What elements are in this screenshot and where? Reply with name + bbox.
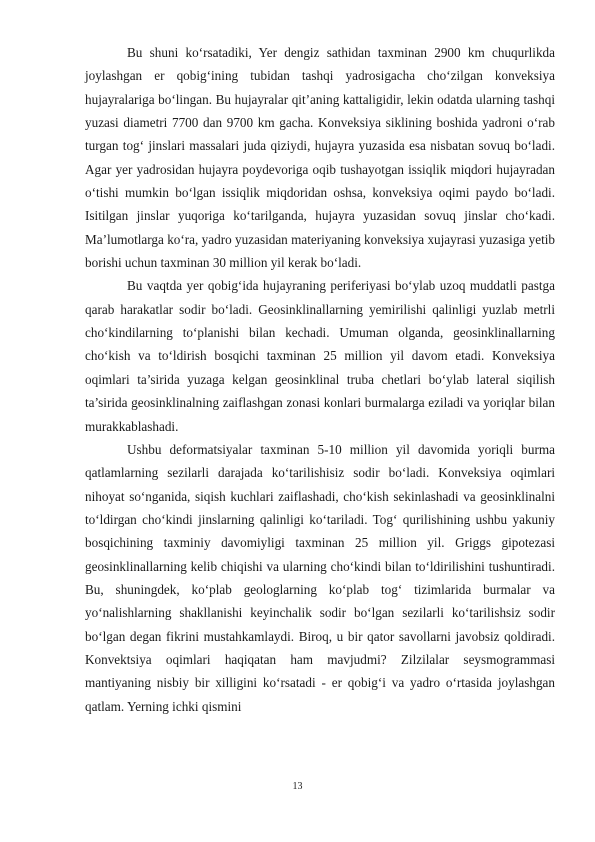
paragraph-2: Bu vaqtda yer qobig‘ida hujayraning periferiyasi bo‘ylab uzoq muddatli pastga qarab harakatlar sodir bo‘ladi. Geosinklinallarning yemirilishi qalinligi yuzlab metrli cho‘kindilarning to‘planishi bilan kechadi. Umuman olganda, geosinklinallarning cho‘kish va to‘ldirish bosqichi taxminan 25 million yil davom etadi. Konveksiya oqimlari ta’sirida yuzaga kelgan geosinklinal truba chetlari bo‘ylab lateral siqilish ta’sirida geosinklinalning zaiflashgan zonasi konlari burmalarga eziladi va yoriqlar bilan murakkablashadi.: [85, 278, 555, 434]
paragraph-3: Ushbu deformatsiyalar taxminan 5-10 million yil davomida yoriqli burma qatlamlarning sezilarli darajada ko‘tarilishisiz sodir bo‘ladi. Konveksiya oqimlari nihoyat so‘nganida, siqish kuchlari zaiflashadi, cho‘kish sekinlashadi va geosinklinalni to‘ldirgan cho‘kindi jinslarning qalinligi ko‘tariladi. Tog‘ qurilishining ushbu yakuniy bosqichining taxminiy davomiyligi taxminan 25 million yil. Griggs gipotezasi geosinklinallarning kelib chiqishi va ularning cho‘kindi bilan to‘ldirilishini tushuntiradi. Bu, shuningdek, ko‘plab geologlarning ko‘plab tog‘ tizimlarida burmalar va yo‘nalishlarning shakllanishi keyinchalik sodir bo‘lgan sezilarli ko‘tarilishsiz sodir bo‘lgan degan fikrini mustahkamlaydi. Biroq, u bir qator savollarni javobsiz qoldiradi. Konvektsiya oqimlari haqiqatan ham mavjudmi? Zilzilalar seysmogrammasi mantiyaning nisbiy bir xilligini ko‘rsatadi - er qobig‘i va yadro o‘rtasida joylashgan qatlam. Yerning ichki qismini: [85, 441, 555, 714]
page-number: 13: [292, 781, 303, 792]
paragraph-1: Bu shuni ko‘rsatadiki, Yer dengiz sathidan taxminan 2900 km chuqurlikda joylashgan er qobig‘ining tubidan tashqi yadrosigacha cho‘zilgan konveksiya hujayralariga bo‘lingan. Bu hujayralar qit’aning kattaligidir, lekin odatda ularning tashqi yuzasi diametri 7700 dan 9700 km gacha. Konveksiya siklining boshida yadroni o‘rab turgan tog‘ jinslari massalari juda qiziydi, hujayra yuzasida esa nisbatan sovuq bo‘ladi. Agar yer yadrosidan hujayra poydevoriga oqib tushayotgan issiqlik miqdori hujayradan o‘tishi mumkin bo‘lgan issiqlik miqdoridan oshsa, konveksiya oqimi paydo bo‘ladi. Isitilgan jinslar yuqoriga ko‘tarilganda, hujayra yuzasidan sovuq jinslar cho‘kadi. Ma’lumotlarga ko‘ra, yadro yuzasidan materiyaning konveksiya xujayrasi yuzasiga yetib borishi uchun taxminan 30 million yil kerak bo‘ladi.: [85, 45, 555, 271]
body-text: [85, 41, 555, 718]
